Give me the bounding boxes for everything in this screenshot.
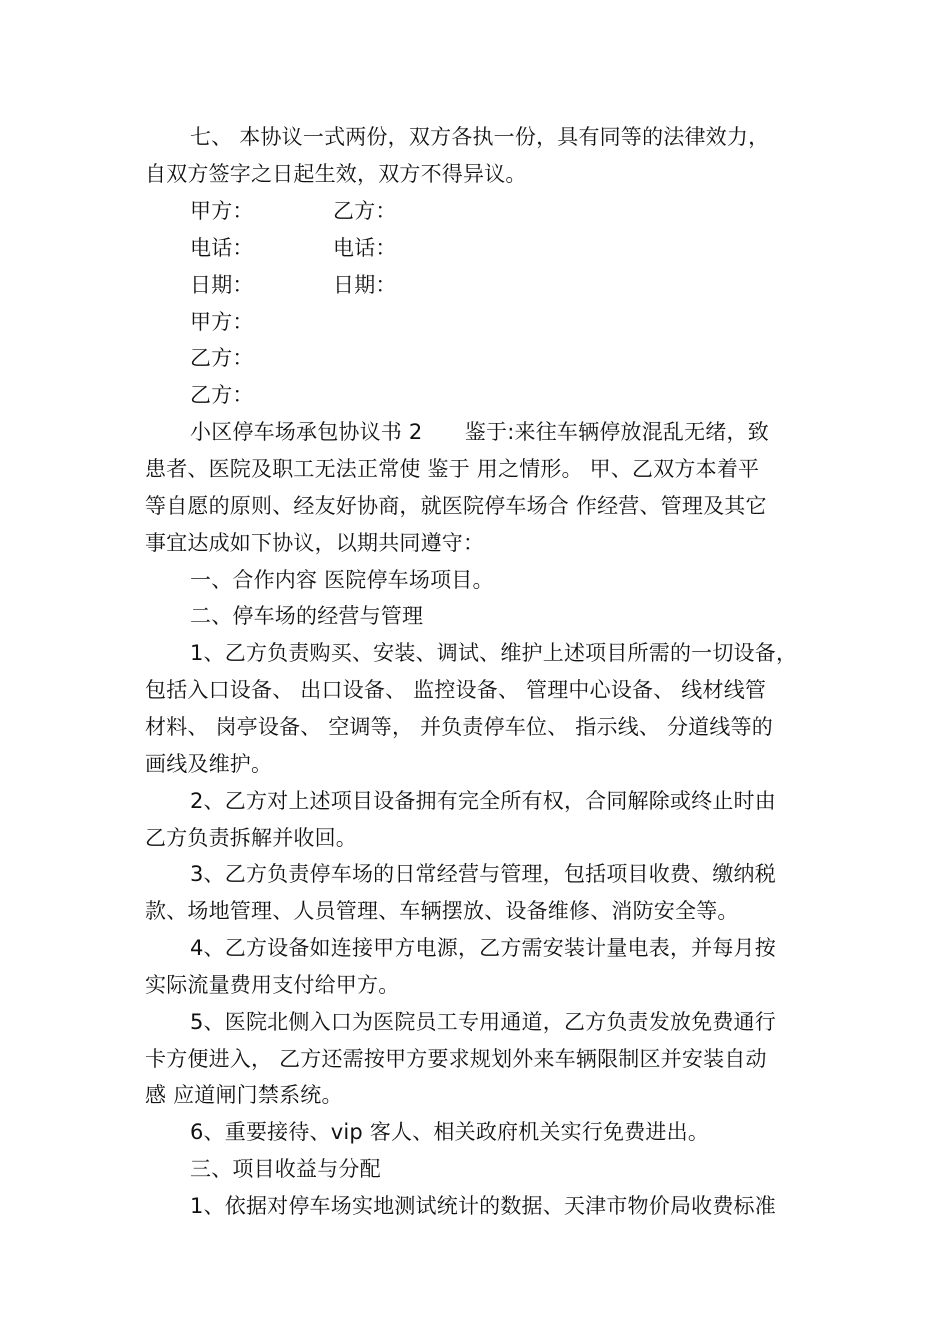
text-line: 患者、医院及职工无法正常使 鉴于 用之情形。 甲、乙双方本着平 [145, 457, 760, 481]
text-line: 实际流量费用支付给甲方。 [145, 973, 400, 997]
signature-label-party-a: 甲方： [190, 199, 254, 223]
text-line: 1、乙方负责购买、安装、调试、维护上述项目所需的一切设备， [190, 641, 798, 665]
text-line: 3、乙方负责停车场的日常经营与管理，包括项目收费、缴纳税 [190, 862, 776, 886]
text-line: 等自愿的原则、经友好协商，就医院停车场合 作经营、管理及其它 [145, 494, 767, 518]
phone-label-party-b: 电话： [333, 236, 397, 260]
section-title: 小区停车场承包协议书 2 鉴于:来往车辆停放混乱无绪，致 [190, 420, 769, 444]
text-line: 包括入口设备、 出口设备、 监控设备、 管理中心设备、 线材线管 [145, 678, 767, 702]
text-line: 6、重要接待、vip 客人、相关政府机关实行免费进出。 [190, 1120, 710, 1144]
text-line: 三、项目收益与分配 [190, 1157, 381, 1181]
text-line: 二、停车场的经营与管理 [190, 604, 424, 628]
text-line: 乙方： [190, 346, 254, 370]
text-line: 4、乙方设备如连接甲方电源，乙方需安装计量电表，并每月按 [190, 936, 776, 960]
text-line: 七、 本协议一式两份，双方各执一份，具有同等的法律效力， [190, 125, 770, 149]
text-line: 2、乙方对上述项目设备拥有完全所有权，合同解除或终止时由 [190, 789, 776, 813]
date-label-party-a: 日期： [190, 273, 254, 297]
text-line: 感 应道闸门禁系统。 [145, 1083, 343, 1107]
signature-label-party-b: 乙方： [333, 199, 397, 223]
phone-label-party-a: 电话： [190, 236, 254, 260]
text-line: 事宜达成如下协议，以期共同遵守： [145, 531, 485, 555]
text-line: 卡方便进入， 乙方还需按甲方要求规划外来车辆限制区并安装自动 [145, 1047, 767, 1071]
text-line: 画线及维护。 [145, 752, 273, 776]
text-line: 自双方签字之日起生效，双方不得异议。 [145, 162, 527, 186]
text-line: 乙方： [190, 383, 254, 407]
text-line: 5、医院北侧入口为医院员工专用通道，乙方负责发放免费通行 [190, 1010, 776, 1034]
text-line: 1、依据对停车场实地测试统计的数据、天津市物价局收费标准 [190, 1194, 776, 1218]
text-line: 一、合作内容 医院停车场项目。 [190, 568, 494, 592]
text-line: 款、场地管理、人员管理、车辆摆放、设备维修、消防安全等。 [145, 899, 739, 923]
date-label-party-b: 日期： [333, 273, 397, 297]
text-line: 乙方负责拆解并收回。 [145, 826, 357, 850]
text-line: 材料、 岗亭设备、 空调等， 并负责停车位、 指示线、 分道线等的 [145, 715, 773, 739]
text-line: 甲方： [190, 310, 254, 334]
